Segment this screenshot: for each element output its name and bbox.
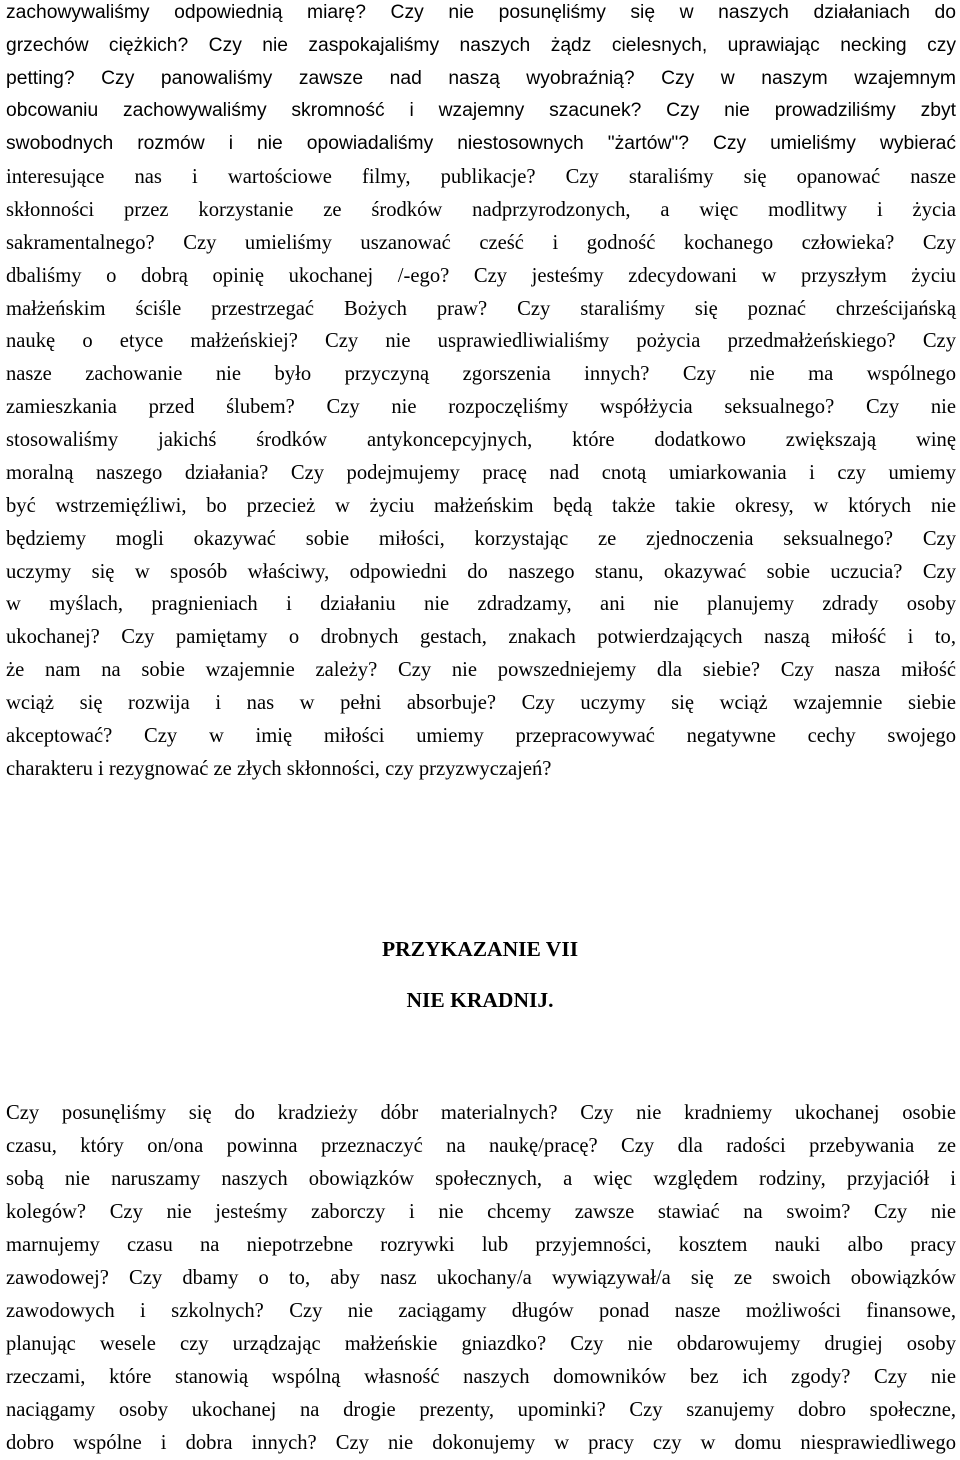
text-line: kolegów? Czy nie jesteśmy zaborczy i nie chcemy zawsze stawiać na swoim? Czy nie <box>6 1201 956 1223</box>
text-line: grzechów ciężkich? Czy nie zaspokajaliśmy naszych żądz cielesnych, uprawiając necking czy <box>6 35 956 56</box>
text-line: sakramentalnego? Czy umieliśmy uszanować cześć i godność kochanego człowieka? Czy <box>6 232 956 254</box>
text-line: nasze zachowanie nie było przyczyną zgorszenia innych? Czy nie ma wspólnego <box>6 363 956 385</box>
text-line: swobodnych rozmów i nie opowiadaliśmy niestosownych "żartów"? Czy umieliśmy wybierać <box>6 133 956 154</box>
text-line: dobro wspólne i dobra innych? Czy nie dokonujemy w pracy czy w domu niesprawiedliwego <box>6 1432 956 1454</box>
text-line: planując wesele czy urządzając małżeńskie gniazdko? Czy nie obdarowujemy drugiej osoby <box>6 1333 956 1355</box>
text-line: moralną naszego działania? Czy podejmujemy pracę nad cnotą umiarkowania i czy umiemy <box>6 462 956 484</box>
text-line: będziemy mogli okazywać sobie miłości, korzystając ze zjednoczenia seksualnego? Czy <box>6 528 956 550</box>
text-line: skłonności przez korzystanie ze środków nadprzyrodzonych, a więc modlitwy i życia <box>6 199 956 221</box>
text-line: rzeczami, które stanowią wspólną własność naszych domowników bez ich zgody? Czy nie <box>6 1366 956 1388</box>
text-line: wciąż się rozwija i nas w pełni absorbuje? Czy uczymy się wciąż wzajemnie siebie <box>6 692 956 714</box>
text-line: akceptować? Czy w imię miłości umiemy przepracowywać negatywne cechy swojego <box>6 725 956 747</box>
text-line: że nam na sobie wzajemnie zależy? Czy nie powszedniejemy dla siebie? Czy nasza miłość <box>6 659 956 681</box>
text-line: czasu, który on/ona powinna przeznaczyć na naukę/pracę? Czy dla radości przebywania ze <box>6 1135 956 1157</box>
text-line: marnujemy czasu na niepotrzebne rozrywki lub przyjemności, kosztem nauki albo pracy <box>6 1234 956 1256</box>
text-line: w myślach, pragnieniach i działaniu nie zdradzamy, ani nie planujemy zdrady osoby <box>6 593 956 615</box>
text-line: zachowywaliśmy odpowiednią miarę? Czy nie posunęliśmy się w naszych działaniach do <box>6 2 956 23</box>
text-line: Czy posunęliśmy się do kradzieży dóbr materialnych? Czy nie kradniemy ukochanej osobie <box>6 1102 956 1124</box>
text-line: stosowaliśmy jakichś środków antykoncepcyjnych, które dodatkowo zwiększają winę <box>6 429 956 451</box>
text-line: naciągamy osoby ukochanej na drogie prezenty, upominki? Czy szanujemy dobro społeczne, <box>6 1399 956 1421</box>
text-line: małżeńskim ściśle przestrzegać Bożych praw? Czy staraliśmy się poznać chrześcijańską <box>6 298 956 320</box>
text-line: zamieszkania przed ślubem? Czy nie rozpoczęliśmy współżycia seksualnego? Czy nie <box>6 396 956 418</box>
text-line: charakteru i rezygnować ze złych skłonności, czy przyzwyczajeń? <box>6 758 552 780</box>
commandment-title-heading: NIE KRADNIJ. <box>406 988 554 1012</box>
text-line: uczymy się w sposób właściwy, odpowiedni do naszego stanu, okazywać sobie uczucia? Czy <box>6 561 956 583</box>
text-line: zawodowej? Czy dbamy o to, aby nasz ukochany/a wywiązywał/a się ze swoich obowiązków <box>6 1267 956 1289</box>
text-line: interesujące nas i wartościowe filmy, publikacje? Czy staraliśmy się opanować nasze <box>6 166 956 188</box>
text-line: petting? Czy panowaliśmy zawsze nad naszą wyobraźnią? Czy w naszym wzajemnym <box>6 68 956 89</box>
text-line: dbaliśmy o dobrą opinię ukochanej /-ego? Czy jesteśmy zdecydowani w przyszłym życiu <box>6 265 956 287</box>
text-line: sobą nie naruszamy naszych obowiązków społecznych, a więc względem rodziny, przyjaciół i <box>6 1168 956 1190</box>
commandment-number-heading: PRZYKAZANIE VII <box>381 937 579 961</box>
text-line: naukę o etyce małżeńskiej? Czy nie usprawiedliwialiśmy pożycia przedmałżeńskiego? Czy <box>6 330 956 352</box>
text-line: zawodowych i szkolnych? Czy nie zaciągamy długów ponad nasze możliwości finansowe, <box>6 1300 956 1322</box>
text-line: być wstrzemięźliwi, bo przecież w życiu małżeńskim będą także takie okresy, w których nie <box>6 495 956 517</box>
text-line: ukochanej? Czy pamiętamy o drobnych gestach, znakach potwierdzających naszą miłość i to, <box>6 626 956 648</box>
text-line: obcowaniu zachowywaliśmy skromność i wzajemny szacunek? Czy nie prowadziliśmy zbyt <box>6 100 956 121</box>
